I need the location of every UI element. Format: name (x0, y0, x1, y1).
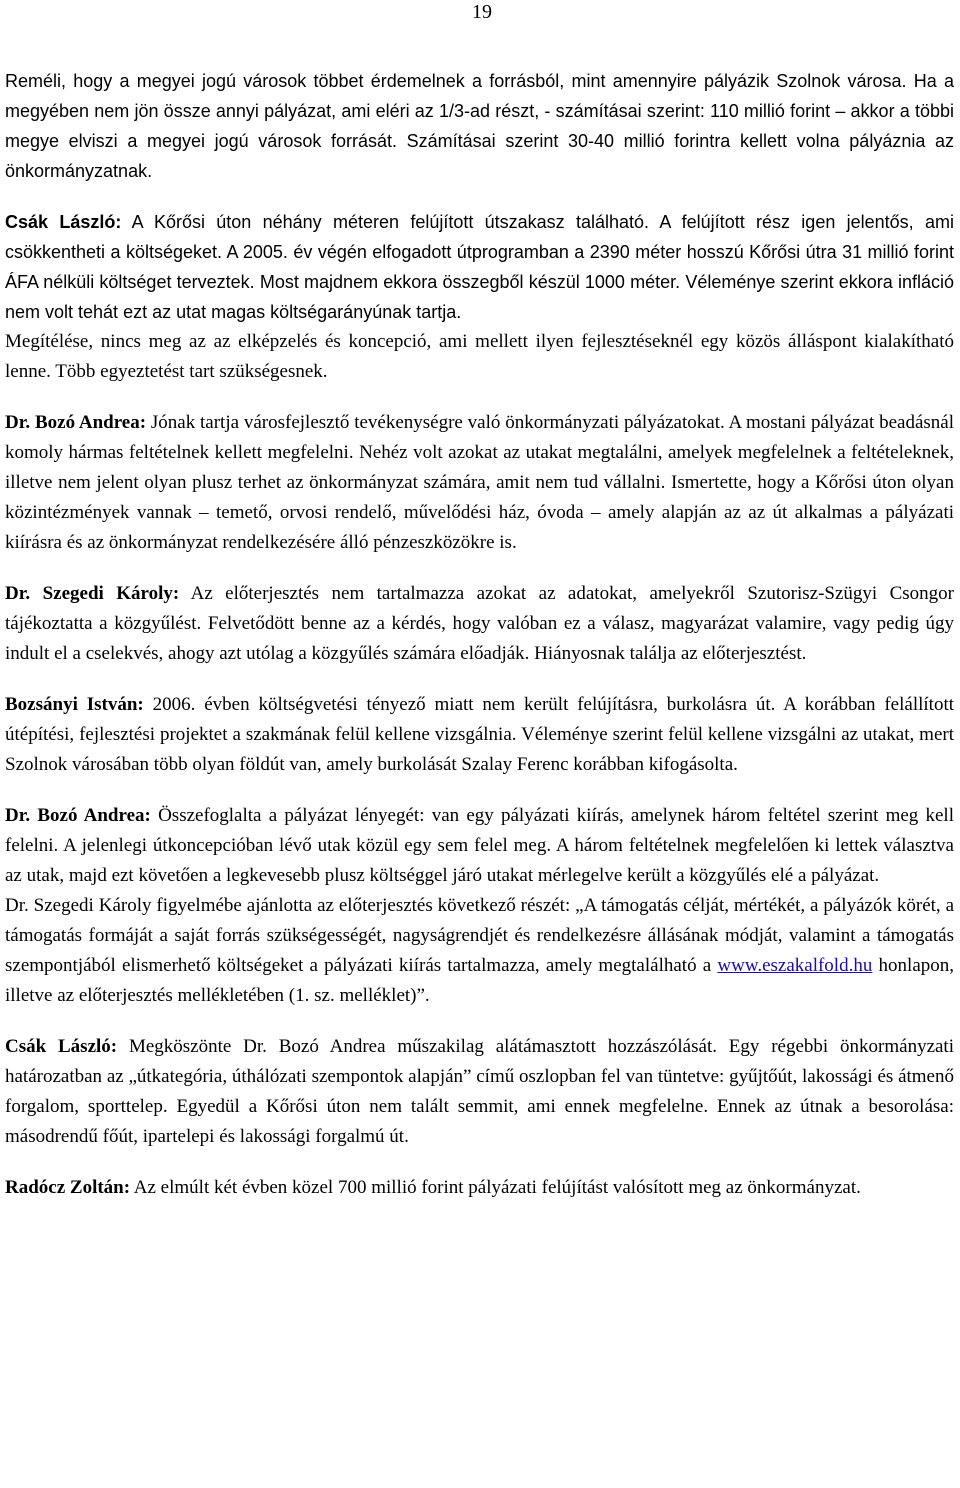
paragraph-sans-block (5, 207, 954, 327)
speaker-name: Csák László: (5, 212, 122, 232)
paragraph-text: 2006. évben költségvetési tényező miatt nem került felújításra, burkolásra út. A korábban felállított útépítési, fejlesztési projektet a szakmának felül kellene vizsgálnia. Véleménye szerint felül kellene vizsgálni az utakat, mert Szolnok városában több olyan földút van, amely burkolását Szalay Ferenc korábban kifogásolta. (5, 694, 954, 775)
paragraph-szegedi-karoly (5, 579, 954, 669)
paragraph-text: Összefoglalta a pályázat lényegét: van egy pályázati kiírás, amelynek három feltétel szerint meg kell felelni. A jelenlegi útkoncepcióban lévő utak közül egy sem felel meg. A három feltételnek megfelelően ki lettek választva az utak, majd ezt követően a legkevesebb plusz költséggel járó utakat mérlegelve került a közgyűlés elé a pályázat. (5, 805, 954, 886)
paragraph-intro (5, 66, 954, 186)
continuation-text: Dr. Szegedi Károly figyelmébe ajánlotta az előterjesztés következő részét: „A támogatás célját, mértékét, a pályázók körét, a támogatás formáját a saját forrás szükségességét, nagyságrendjét és rendelkezésre állásának módját, valamint a támogatás szempontjából elismerhető költségeket a pályázati kiírás tartalmazza, amely megtalálható a (5, 895, 954, 976)
speaker-name: Dr. Szegedi Károly: (5, 583, 180, 604)
document-body (5, 66, 954, 1203)
paragraph-text: Jónak tartja városfejlesztő tevékenységre való önkormányzati pályázatokat. A mostani pályázat beadásnál komoly hármas feltételnek kellett megfelelni. Nehéz volt azokat az utakat megtalálni, amelyek megfelelnek a feltételeknek, illetve nem jelent olyan plusz terhet az önkormányzat számára, amit nem tud vállalni. Ismertette, hogy a Kőrősi úton olyan közintézmények vannak – temető, orvosi rendelő, művelődési ház, óvoda – amely alapján az az út alkalmas a pályázati kiírásra és az önkormányzat rendelkezésére álló pénzeszközökre is. (5, 412, 954, 553)
speaker-name: Csák László: (5, 1036, 118, 1057)
paragraph-csak-laszlo-2 (5, 1032, 954, 1152)
paragraph-serif-block: Megítélése, nincs meg az az elképzelés és koncepció, ami mellett ilyen fejlesztéseknél egy közös álláspont kialakítható lenne. Több egyeztetést tart szükségesnek. (5, 331, 954, 382)
paragraph-text: Az elmúlt két évben közel 700 millió forint pályázati felújítást valósított meg az önkormányzat. (130, 1177, 861, 1198)
continuation-text-after-link: honlapon, illetve az előterjesztés mellékletében (1. sz. melléklet)”. (5, 955, 954, 1006)
paragraph-continuation (5, 891, 954, 1011)
speaker-name: Bozsányi István: (5, 694, 144, 715)
paragraph-text: Megköszönte Dr. Bozó Andrea műszakilag alátámasztott hozzászólását. Egy régebbi önkormányzati határozatban az „útkategória, úthálózati szempontok alapján” című oszlopban fel van tüntetve: gyűjtőút, lakossági és átmenő forgalom, sporttelep. Egyedül a Kőrősi úton nem talált semmit, ami ennek megfelelne. Ennek az útnak a besorolása: másodrendű főút, ipartelepi és lakossági forgalmú út. (5, 1036, 954, 1147)
paragraph-text: Az előterjesztés nem tartalmazza azokat az adatokat, amelyekről Szutorisz-Szügyi Csongor tájékoztatta a közgyűlést. Felvetődött benne az a kérdés, hogy valóban ez a válasz, magyarázat valamire, vagy pedig úgy indult el a cselekvés, ahogy azt utólag a közgyűlés számára előadják. Hiányosnak találja az előterjesztést. (5, 583, 954, 664)
paragraph-csak-laszlo-1 (5, 207, 954, 387)
paragraph-bozo-andrea-2 (5, 801, 954, 1011)
paragraph-bozo-andrea-1 (5, 408, 954, 558)
paragraph-main-block (5, 801, 954, 891)
paragraph-radocz-zoltan (5, 1173, 954, 1203)
website-link[interactable]: www.eszakalfold.hu (717, 955, 873, 976)
paragraph-text: A Kőrősi úton néhány méteren felújított útszakasz található. A felújított rész igen jelentős, ami csökkentheti a költségeket. A 2005. év végén elfogadott útprogramban a 2390 méter hosszú Kőrősi útra 31 millió forint ÁFA nélküli költséget terveztek. Most majdnem ekkora összegből készül 1000 méter. Véleménye szerint ekkora infláció nem volt tehát ezt az utat magas költségarányúnak tartja. (5, 212, 954, 322)
speaker-name: Radócz Zoltán: (5, 1177, 131, 1198)
speaker-name: Dr. Bozó Andrea: (5, 805, 151, 826)
page-number: 19 (472, 1, 492, 23)
paragraph-bozsanyi-istvan (5, 690, 954, 780)
speaker-name: Dr. Bozó Andrea: (5, 412, 147, 433)
paragraph-text: Reméli, hogy a megyei jogú városok többet érdemelnek a forrásból, mint amennyire pályázik Szolnok városa. Ha a megyében nem jön össze annyi pályázat, ami eléri az 1/3-ad részt, - számításai szerint: 110 millió forint – akkor a többi megye elviszi a megyei jogú városok forrását. Számításai szerint 30-40 millió forintra kellett volna pályáznia az önkormányzatnak. (5, 71, 954, 181)
